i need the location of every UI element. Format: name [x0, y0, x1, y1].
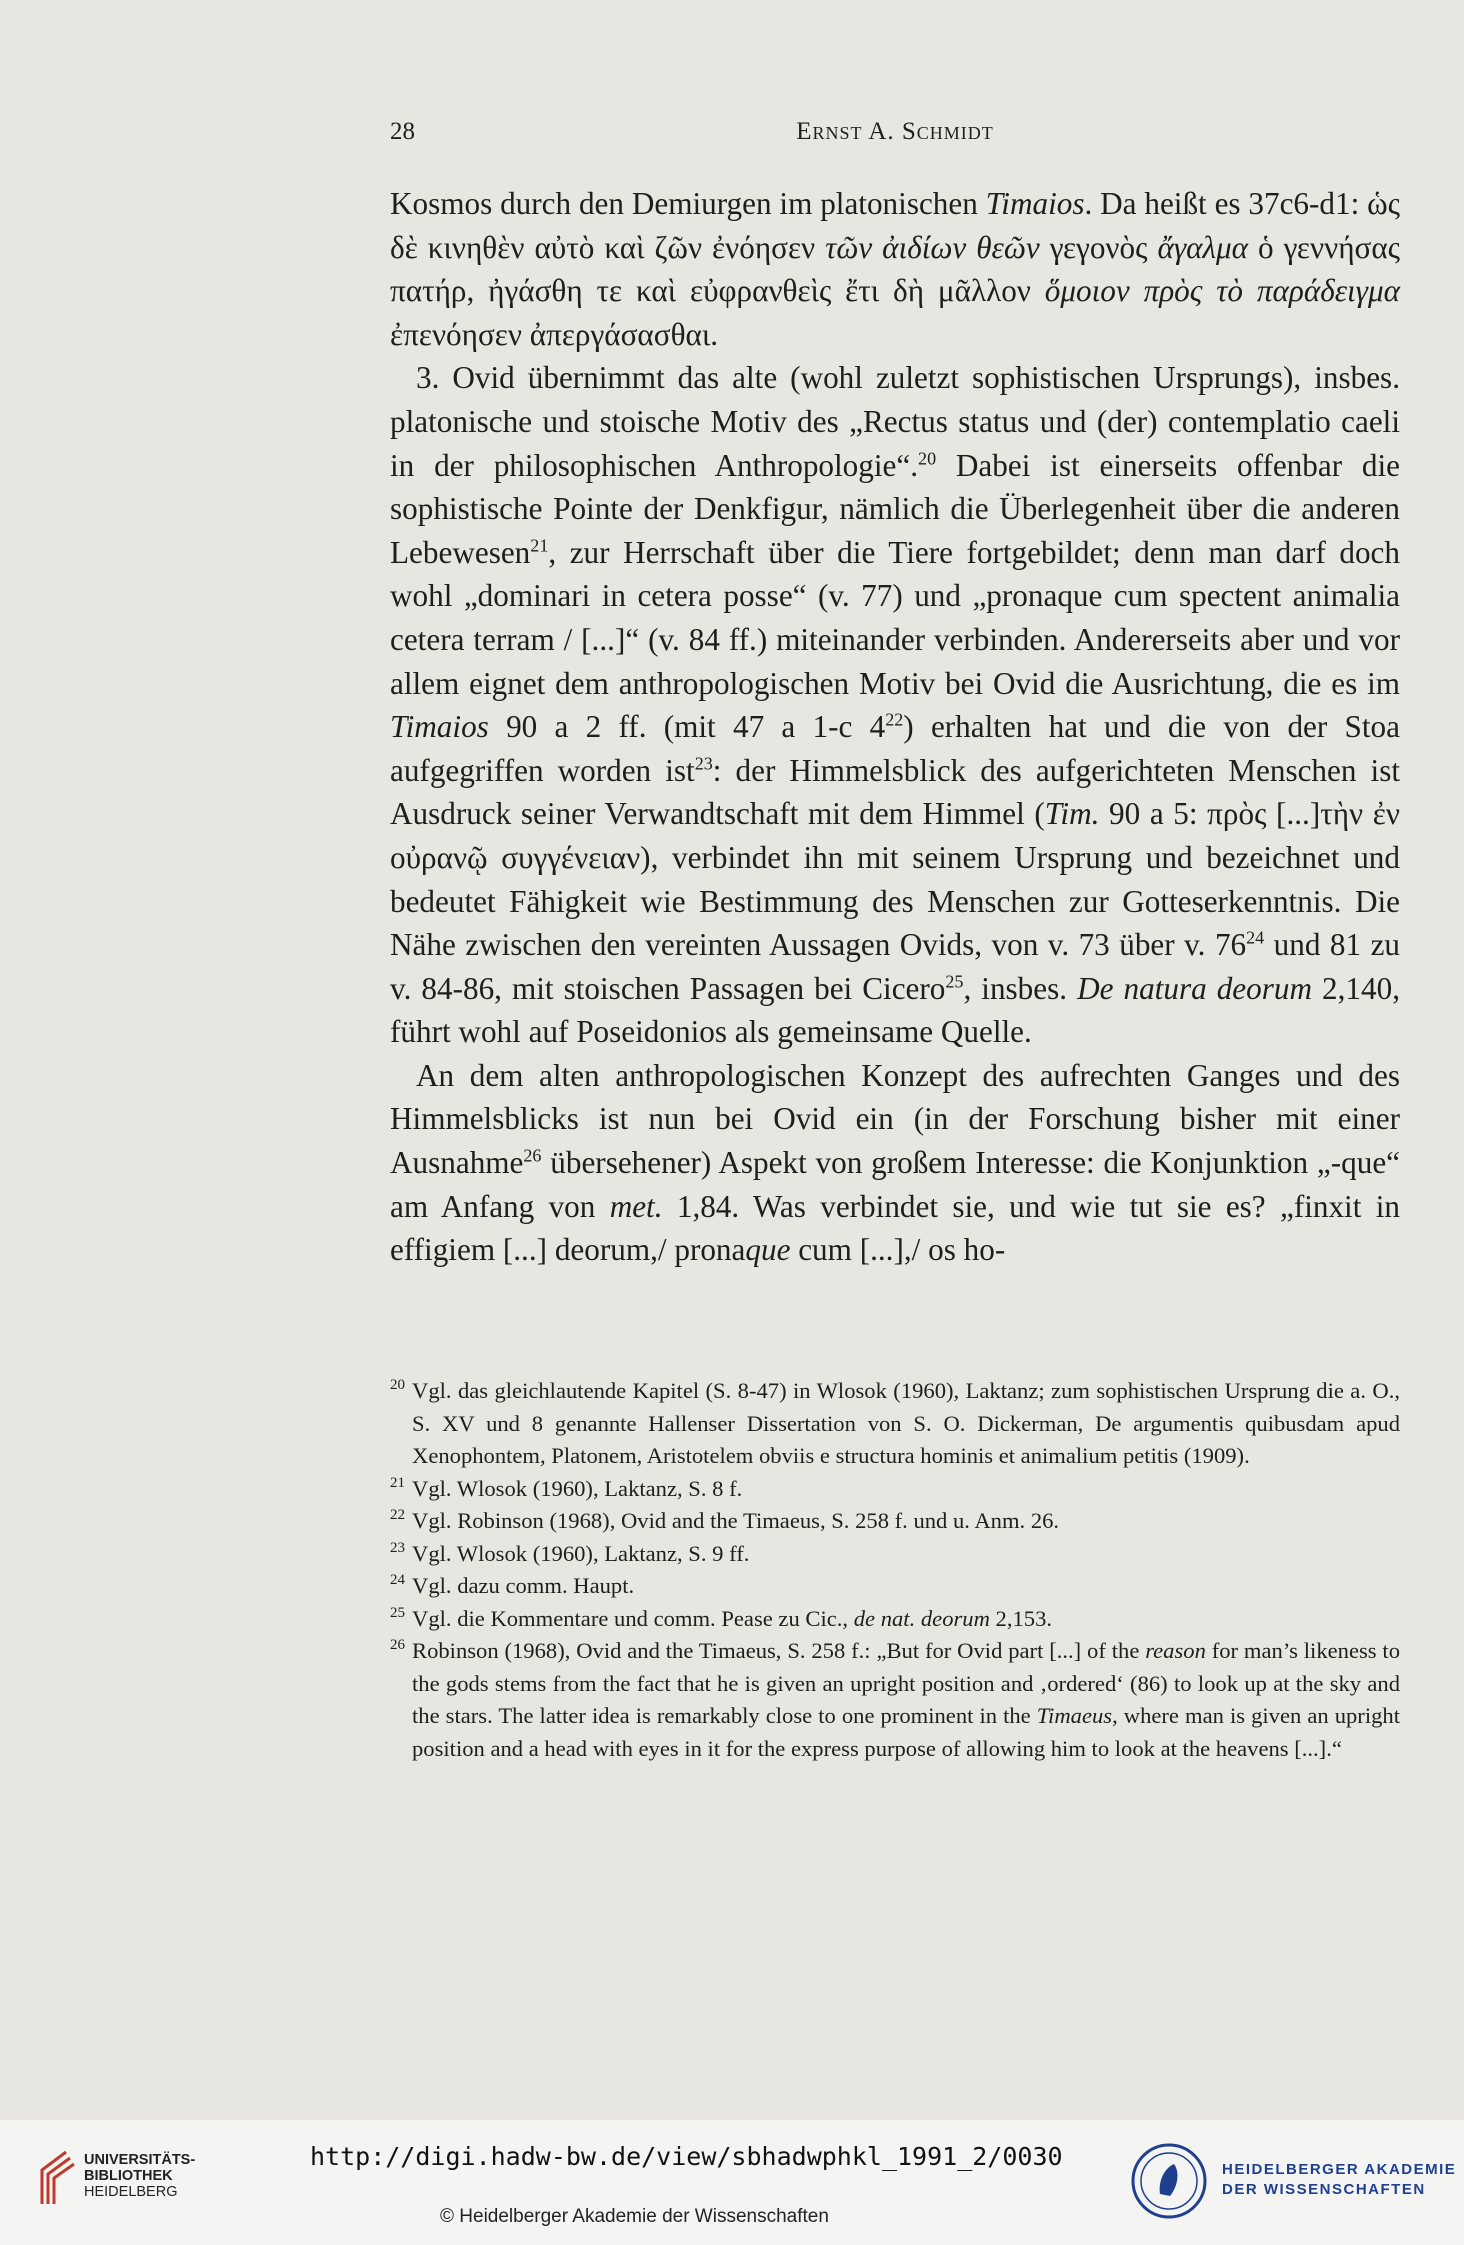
footnotes — [390, 1375, 1400, 1765]
paragraph-2 — [390, 356, 1400, 1054]
italic-text: Tim. — [1044, 796, 1100, 832]
text-run: for man’s likeness to the gods stems from the fact that he is given an upright position and ‚ordered‘ (86) to look up at the sky and the stars. The latter idea is remarkably close to one prominent in the — [412, 1638, 1400, 1728]
text-run: und 81 zu v. 84-86, mit stoischen Passagen bei Cicero — [390, 927, 1401, 1006]
academy-name: HEIDELBERGER AKADEMIE DER WISSENSCHAFTEN — [1222, 2161, 1457, 2198]
footnote-number: 26 — [390, 1637, 405, 1653]
footnote-number: 23 — [390, 1539, 405, 1556]
italic-text: ἄγαλμα — [1157, 229, 1249, 265]
footnote-ref: 21 — [530, 535, 549, 556]
text-run: 2,140, führt wohl auf Poseidonios als gemeinsame Quelle. — [390, 970, 1401, 1050]
italic-text: De natura deorum — [1077, 970, 1312, 1006]
university-library-name: UNIVERSITÄTS- BIBLIOTHEK HEIDELBERG — [84, 2152, 196, 2200]
footnote-text — [412, 1378, 1400, 1468]
text-run: , where man is given an upright position and a head with eyes in it for the express purpose of allowing him to look at the heavens [...].“ — [412, 1703, 1400, 1761]
text-run: Vgl. Wlosok (1960), Laktanz, S. 9 ff. — [412, 1540, 750, 1566]
paragraph-1 — [390, 182, 1400, 356]
footnote-text — [412, 1606, 1052, 1631]
text-run: Kosmos durch den Demiurgen im platonischen — [390, 186, 986, 221]
permalink-url[interactable]: http://digi.hadw-bw.de/view/sbhadwphkl_1991_2/0030 — [310, 2142, 1063, 2171]
footnote-number: 20 — [390, 1377, 405, 1393]
text-run: Vgl. Robinson (1968), Ovid and the Timaeus, S. 258 f. und u. Anm. 26. — [412, 1508, 1060, 1533]
main-text — [390, 182, 1400, 1272]
page-number: 28 — [390, 118, 415, 145]
academy-seal-icon — [1130, 2142, 1208, 2220]
text-run: : der Himmelsblick des aufgerichteten Menschen ist Ausdruck seiner Verwandtschaft mit dem Himmel ( — [390, 752, 1401, 832]
text-run: 3. Ovid übernimmt das alte (wohl zuletzt sophistischen Ursprungs), insbes. platonische und stoische Motiv des „Rectus status und (der) contemplatio caeli in der philosophischen Anthropologie“. — [390, 360, 1400, 483]
text-run: 2,153. — [989, 1605, 1053, 1631]
running-head: Ernst A. Schmidt — [796, 118, 994, 145]
text-run: ) erhalten hat und die von der Stoa aufgegriffen worden ist — [390, 709, 1400, 788]
text-run: . Da heißt es 37c6-d1: ὡς δὲ κινηθὲν αὐτὸ καὶ ζῶν ἐνόησεν — [390, 186, 1400, 265]
footnote — [390, 1635, 1400, 1765]
footnote — [390, 1375, 1400, 1473]
italic-text: reason — [1145, 1638, 1206, 1663]
footnote-number: 24 — [390, 1572, 405, 1588]
footnote-ref: 25 — [945, 971, 964, 992]
footnote — [390, 1473, 1400, 1506]
footnote-text — [412, 1476, 742, 1501]
footnote — [390, 1570, 1400, 1603]
text-run: Vgl. die Kommentare und comm. Pease zu Cic., — [412, 1605, 854, 1631]
footnote — [390, 1603, 1400, 1636]
paragraph-3 — [390, 1054, 1400, 1272]
copyright-notice: © Heidelberger Akademie der Wissenschaften — [440, 2206, 829, 2227]
footnote-text — [412, 1541, 749, 1566]
text-run: Vgl. das gleichlautende Kapitel (S. 8-47) in Wlosok (1960), Laktanz; zum sophistischen Ursprung die a. O., S. XV und 8 genannte Hallenser Dissertation von S. O. Dickerman, De argumentis quibusdam apud Xenophontem, Platonem, Aristotelem obviis e structura hominis et animalium petitis (1909). — [412, 1378, 1400, 1468]
text-run: , insbes. — [963, 970, 1078, 1006]
footnote-number: 21 — [390, 1474, 405, 1491]
footnote-number: 25 — [390, 1604, 405, 1621]
footnote-ref: 20 — [918, 448, 937, 469]
italic-text: met. — [609, 1188, 663, 1224]
italic-text: de nat. deorum — [853, 1605, 990, 1631]
footnote — [390, 1538, 1400, 1571]
italic-text: que — [745, 1232, 791, 1268]
footnote-text — [412, 1573, 634, 1598]
text-run: 1,84. Was verbindet sie, und wie tut sie es? „finxit in effigiem [...] deorum,/ prona — [390, 1188, 1400, 1268]
text-run: cum [...],/ os ho- — [790, 1232, 1006, 1268]
italic-text: Timaios — [390, 709, 489, 745]
text-run: 90 a 2 ff. (mit 47 a 1-c 4 — [488, 709, 886, 745]
footnote-text — [412, 1638, 1400, 1761]
text-run: An dem alten anthropologischen Konzept des aufrechten Ganges und des Himmelsblicks ist nun bei Ovid ein (in der Forschung bisher mit einer Ausnahme — [390, 1057, 1400, 1181]
footnote-text — [412, 1508, 1059, 1533]
page-header — [390, 118, 1400, 158]
italic-text: ὅμοιον πρὸς τὸ παράδειγμα — [1044, 273, 1400, 309]
text-run: Vgl. dazu comm. Haupt. — [412, 1573, 635, 1598]
text-run: Robinson (1968), Ovid and the Timaeus, S. 258 f.: „But for Ovid part [...] of the — [412, 1638, 1146, 1663]
text-run: ἐπενόησεν ἀπεργάσασθαι. — [390, 316, 719, 352]
footnote-ref: 23 — [694, 753, 713, 774]
footnote-ref: 24 — [1246, 927, 1265, 948]
text-run: γεγονὸς — [1039, 229, 1158, 265]
text-run: übersehener) Aspekt von großem Interesse: die Konjunktion „-que“ am Anfang von — [390, 1145, 1400, 1224]
text-run: , zur Herrschaft über die Tiere fortgebildet; denn man darf doch wohl „dominari in cetera posse“ (v. 77) und „pronaque cum spectent animalia cetera terram / [...]“ (v. 84 ff.) miteinander verbinden. Andererseits aber und vor allem eignet dem anthropologischen Motiv bei Ovid die Ausrichtung, die es im — [390, 534, 1400, 701]
footnote-ref: 22 — [885, 709, 904, 730]
digitization-footer — [0, 2120, 1464, 2245]
footnote-ref: 26 — [523, 1145, 542, 1166]
footnote — [390, 1505, 1400, 1538]
italic-text: Timaeus — [1036, 1703, 1113, 1728]
text-run: 90 a 5: πρὸς [...]τὴν ἐν οὐρανῷ συγγένειαν), verbindet ihn mit seinem Ursprung und bezeichnet und bedeutet Fähigkeit wie Bestimmung des Menschen zur Gotteserkenntnis. Die Nähe zwischen den vereinten Aussagen Ovids, von v. 73 über v. 76 — [390, 796, 1400, 963]
italic-text: τῶν ἀιδίων θεῶν — [825, 229, 1040, 265]
text-run: ὁ γεννήσας πατήρ, ἠγάσθη τε καὶ εὐφρανθεὶς ἔτι δὴ μᾶλλον — [390, 229, 1401, 309]
italic-text: Timaios — [985, 186, 1085, 221]
footnote-number: 22 — [390, 1507, 405, 1523]
text-run: Dabei ist einerseits offenbar die sophistische Pointe der Denkfigur, nämlich die Überlegenheit über die anderen Lebewesen — [390, 447, 1401, 570]
text-run: Vgl. Wlosok (1960), Laktanz, S. 8 f. — [412, 1475, 743, 1501]
